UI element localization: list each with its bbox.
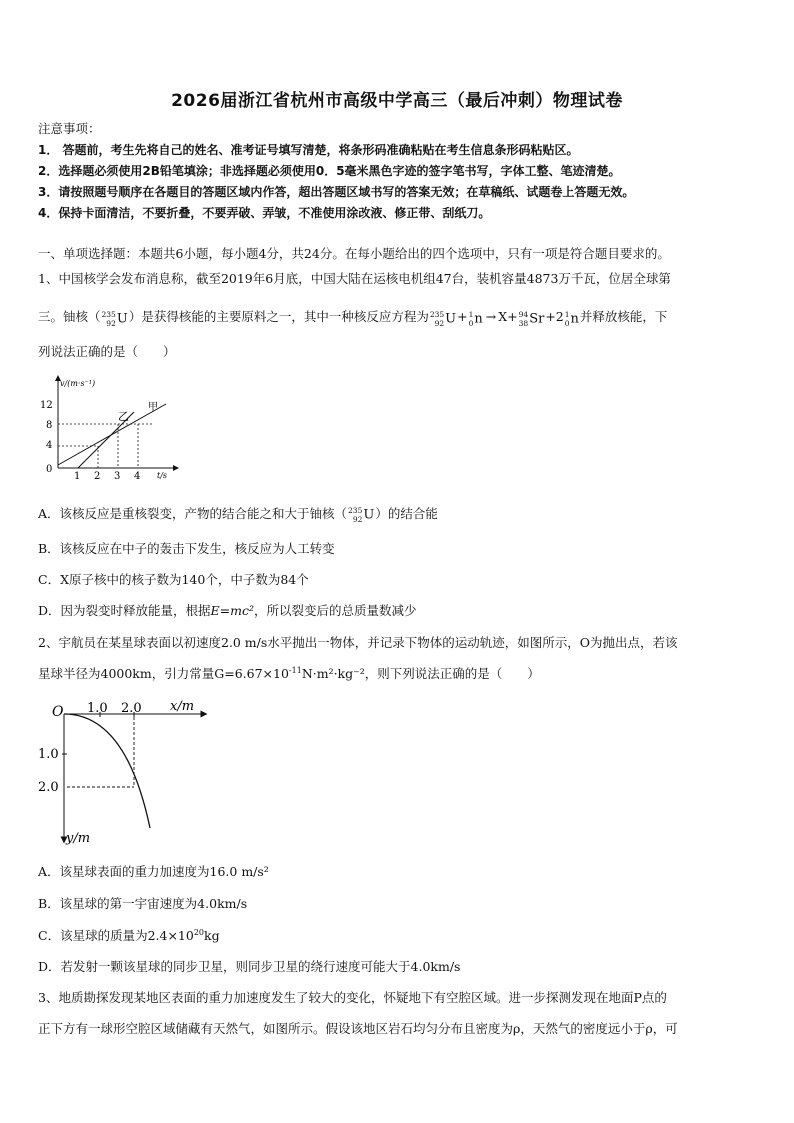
y-tick: 4: [46, 440, 53, 451]
y-tick: 12: [40, 400, 53, 411]
q1-line-1: 1、中国核学会发布消息称，截至2019年6月底，中国大陆在运核电机组47台，装机容量4873万千瓦，位居全球第: [38, 271, 671, 286]
t-tick: 2: [94, 471, 101, 482]
q2-line-1: 2、宇航员在某星球表面以初速度2.0 m/s水平抛出一物体，并记录下物体的运动轨迹，如图所示，O为抛出点，若该: [38, 635, 678, 650]
y-tick: 0: [46, 464, 53, 475]
line-jia: [58, 404, 166, 465]
label-yi: 乙: [118, 410, 129, 423]
y-tick: 8: [46, 420, 53, 431]
x-axis-label: x/m: [170, 699, 195, 714]
y-tick: 2.0: [38, 780, 59, 795]
trajectory-curve: [64, 714, 150, 828]
q2-option-d: D．若发射一颗该星球的同步卫星，则同步卫星的绕行速度可能大于4.0km/s: [38, 959, 461, 974]
q1-line-2: [38, 305, 756, 329]
v-axis-label: v/(m·s⁻¹): [60, 379, 96, 388]
q2-line-2: 星球半径为4000km，引力常量$G=6.67\times 10^{-11}N\cdot m^2\cdot kg^{-2}$，则下列说法正确的是（ ）: [38, 665, 540, 681]
q3-line-1: 3、地质勘探发现某地区表面的重力加速度发生了较大的变化，怀疑地下有空腔区域。进一步探测发现在地面P点的: [38, 990, 667, 1005]
q1-text: 并释放核能，下: [579, 309, 668, 324]
uranium-nuclide: 235 92U: [101, 310, 128, 328]
q3-line-2: 正下方有一球形空腔区域储藏有天然气，如图所示。假设该地区岩石均匀分布且密度为ρ，天然气的密度远小于ρ，可: [38, 1021, 678, 1036]
q2-option-a: A．该星球表面的重力加速度为16.0 m/s²: [38, 864, 269, 879]
q2-option-b: B．该星球的第一宇宙速度为4.0km/s: [38, 896, 248, 911]
notice-item-3: 3．请按照题号顺序在各题目的答题区域内作答，超出答题区域书写的答案无效；在草稿纸、试题卷上答题无效。: [38, 185, 635, 199]
q1-option-d: D．因为裂变时释放能量，根据E=mc²，所以裂变后的总质量数减少: [38, 603, 417, 618]
velocity-time-graph: [36, 372, 186, 484]
q1-text: ）是获得核能的主要原料之一，其中一种核反应方程为: [128, 309, 429, 324]
notice-item-1: 1． 答题前，考生先将自己的姓名、准考证号填写清楚，将条形码准确粘贴在考生信息条形码粘贴区。: [38, 143, 579, 157]
notice-item-2: 2．选择题必须使用2B铅笔填涂；非选择题必须使用0．5毫米黑色字迹的签字笔书写，字体工整、笔迹清楚。: [38, 164, 621, 178]
q1-option-c: C．X原子核中的核子数为140个，中子数为84个: [38, 572, 309, 587]
origin-label: O: [52, 704, 64, 720]
q1-option-a: A．该核反应是重核裂变，产物的结合能之和大于铀核（235 92U）的结合能: [38, 506, 438, 524]
t-tick: 1: [74, 471, 81, 482]
x-tick: 2.0: [121, 701, 142, 716]
reaction-equation: 235 92U+1 0n → X+94 38Sr+21 0n: [429, 309, 579, 328]
notice-heading: 注意事项：: [38, 121, 101, 136]
page-title: 2026届浙江省杭州市高级中学高三（最后冲刺）物理试卷: [171, 91, 623, 111]
t-tick: 3: [114, 471, 121, 482]
section-heading: 一、单项选择题：本题共6小题，每小题4分，共24分。在每小题给出的四个选项中，只有一项是符合题目要求的。: [38, 246, 670, 261]
q1-text: 三。铀核（: [38, 309, 101, 324]
t-axis-label: t/s: [157, 471, 168, 480]
label-jia: 甲: [148, 402, 158, 413]
q2-option-c: C．该星球的质量为$2.4\times 10^{20}kg$: [38, 927, 220, 943]
q1-option-b: B．该核反应在中子的轰击下发生，核反应为人工转变: [38, 541, 335, 556]
x-tick: 1.0: [87, 701, 108, 716]
y-tick: 1.0: [38, 747, 59, 762]
trajectory-graph: [34, 696, 214, 846]
t-tick: 4: [134, 471, 141, 482]
notice-item-4: 4．保持卡面清洁，不要折叠，不要弄破、弄皱，不准使用涂改液、修正带、刮纸刀。: [38, 206, 491, 220]
y-axis-label: y/m: [66, 831, 91, 846]
q1-line-3: 列说法正确的是（ ）: [38, 344, 176, 359]
